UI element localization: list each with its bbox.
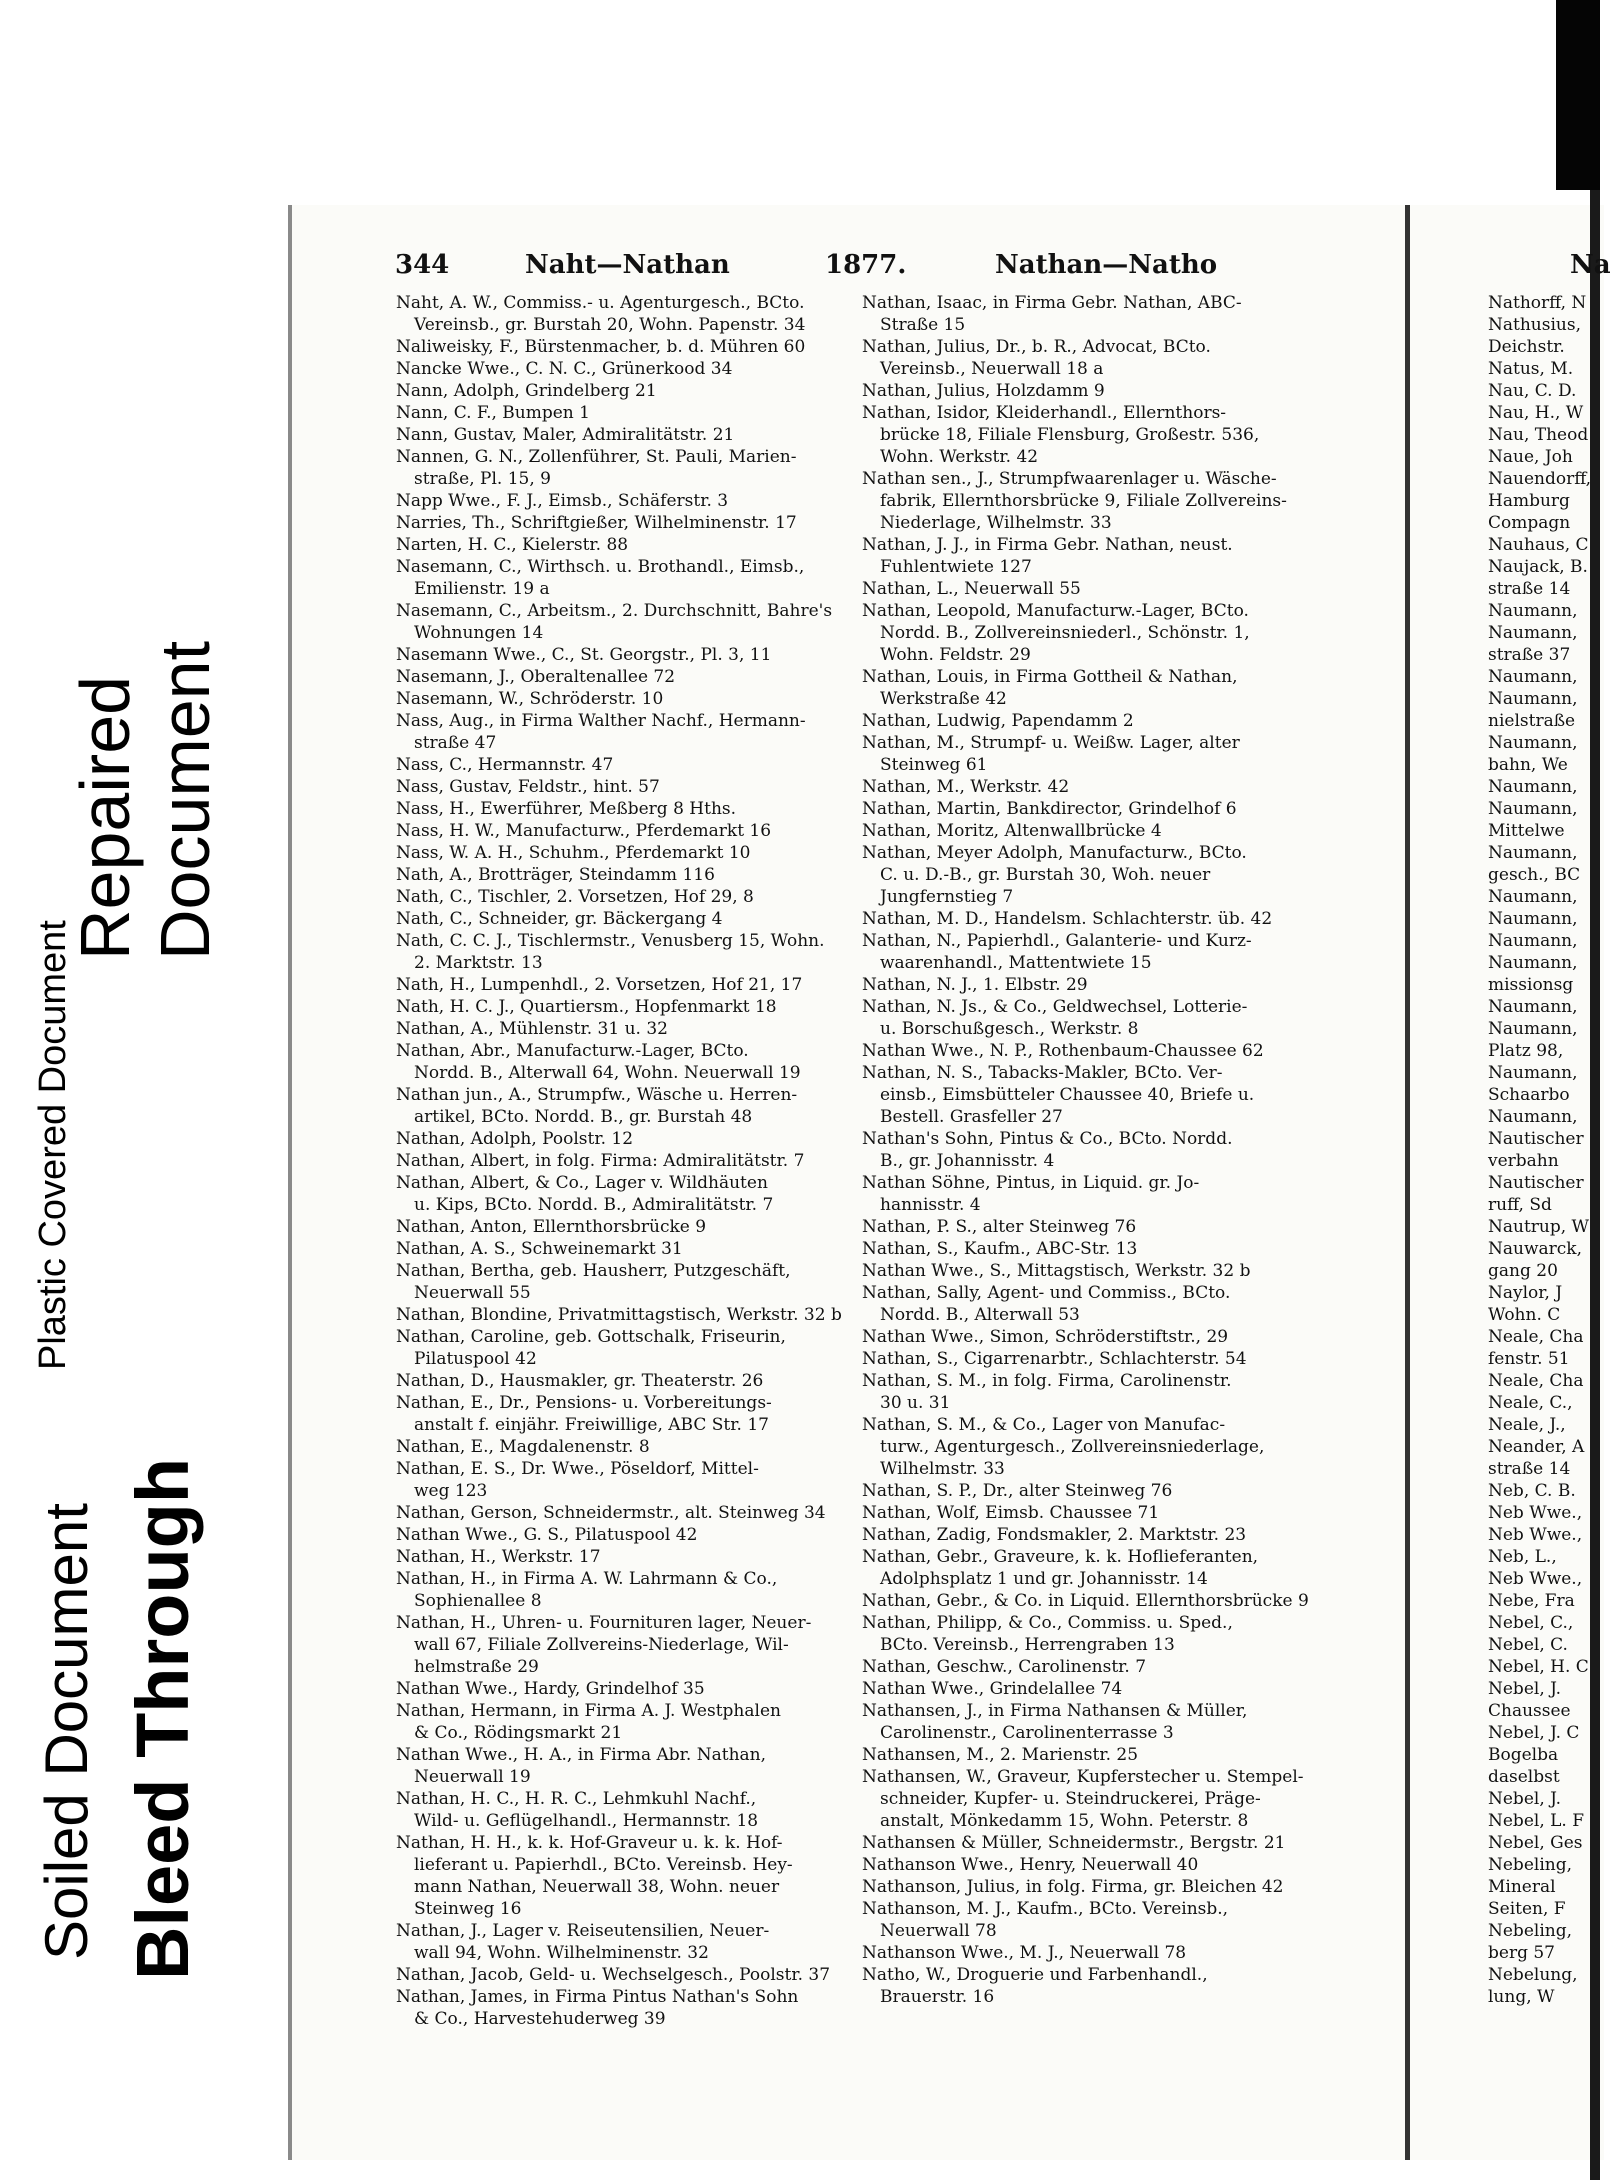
directory-line: 2. Marktstr. 13 [414, 953, 543, 973]
directory-line: Mineral [1488, 1877, 1556, 1897]
directory-line: fenstr. 51 [1488, 1349, 1570, 1369]
directory-line: Nathan, Geschw., Carolinenstr. 7 [862, 1657, 1147, 1677]
running-header [395, 250, 1345, 290]
directory-line: Neander, A [1488, 1437, 1585, 1457]
directory-line: Nathan, Leopold, Manufacturw.-Lager, BCto. [862, 601, 1249, 621]
directory-line: Nathan, D., Hausmakler, gr. Theaterstr. 26 [396, 1371, 764, 1391]
directory-line: Adolphsplatz 1 und gr. Johannisstr. 14 [880, 1569, 1208, 1589]
directory-line: Nebel, J. [1488, 1679, 1562, 1699]
directory-line: Nathanson Wwe., Henry, Neuerwall 40 [862, 1855, 1199, 1875]
directory-line: Schaarbo [1488, 1085, 1570, 1105]
directory-line: Brauerstr. 16 [880, 1987, 995, 2007]
directory-line: Wohn. Feldstr. 29 [880, 645, 1031, 665]
directory-line: Nathan, S. M., & Co., Lager von Manufac- [862, 1415, 1226, 1435]
directory-line: Nathan, Hermann, in Firma A. J. Westphalen [396, 1701, 781, 1721]
directory-line: Nebel, H. C [1488, 1657, 1589, 1677]
directory-line: Narten, H. C., Kielerstr. 88 [396, 535, 629, 555]
directory-line: Naumann, [1488, 733, 1578, 753]
directory-line: Chaussee [1488, 1701, 1571, 1721]
directory-line: anstalt, Mönkedamm 15, Wohn. Peterstr. 8 [880, 1811, 1249, 1831]
directory-line: Nebelung, [1488, 1965, 1578, 1985]
directory-line: Nathan, Philipp, & Co., Commiss. u. Sped., [862, 1613, 1233, 1633]
directory-line: Narries, Th., Schriftgießer, Wilhelminenstr. 17 [396, 513, 797, 533]
directory-line: Naumann, [1488, 843, 1578, 863]
directory-line: Neuerwall 55 [414, 1283, 531, 1303]
directory-line: Nathansen, J., in Firma Nathansen & Müller, [862, 1701, 1248, 1721]
directory-line: Nautrup, W [1488, 1217, 1590, 1237]
directory-line: Nathan Wwe., H. A., in Firma Abr. Nathan, [396, 1745, 767, 1765]
directory-line: bahn, We [1488, 755, 1568, 775]
directory-line: Wohn. Werkstr. 42 [880, 447, 1039, 467]
directory-line: straße 37 [1488, 645, 1571, 665]
directory-line: Bestell. Grasfeller 27 [880, 1107, 1063, 1127]
directory-line: Nau, H., W [1488, 403, 1584, 423]
next-page-column [1488, 292, 1600, 2008]
directory-line: Nann, C. F., Bumpen 1 [396, 403, 590, 423]
directory-line: Straße 15 [880, 315, 966, 335]
directory-line: Nathan, Blondine, Privatmittagstisch, Werkstr. 32 b [396, 1305, 842, 1325]
directory-line: Naue, Joh [1488, 447, 1573, 467]
directory-line: Nebeling, [1488, 1855, 1572, 1875]
directory-line: Werkstraße 42 [880, 689, 1007, 709]
directory-line: Nebel, C., [1488, 1613, 1574, 1633]
directory-line: Nathansen, W., Graveur, Kupferstecher u. Stempel- [862, 1767, 1304, 1787]
directory-line: Platz 98, [1488, 1041, 1564, 1061]
directory-line: Neb Wwe., [1488, 1525, 1583, 1545]
directory-line: lieferant u. Papierhdl., BCto. Vereinsb. Hey- [414, 1855, 793, 1875]
label-repaired-line2: Document [146, 640, 224, 960]
directory-line: Pilatuspool 42 [414, 1349, 537, 1369]
label-bleed-through: Bleed Through [121, 1457, 204, 1980]
directory-line: Nathansen, M., 2. Marienstr. 25 [862, 1745, 1139, 1765]
directory-line: weg 123 [414, 1481, 488, 1501]
directory-line: Nathusius, [1488, 315, 1581, 335]
directory-line: Nebel, C. [1488, 1635, 1568, 1655]
directory-line: Nathan, Isaac, in Firma Gebr. Nathan, ABC- [862, 293, 1242, 313]
directory-line: helmstraße 29 [414, 1657, 539, 1677]
directory-line: Nass, Aug., in Firma Walther Nachf., Hermann- [396, 711, 806, 731]
directory-line: wall 67, Filiale Zollvereins-Niederlage, Wil- [414, 1635, 789, 1655]
directory-line: Sophienallee 8 [414, 1591, 542, 1611]
directory-line: u. Borschußgesch., Werkstr. 8 [880, 1019, 1139, 1039]
directory-line: Naumann, [1488, 689, 1578, 709]
directory-line: Bogelba [1488, 1745, 1559, 1765]
directory-line: Naumann, [1488, 953, 1578, 973]
directory-line: Nathan, Louis, in Firma Gottheil & Nathan, [862, 667, 1238, 687]
directory-line: Natus, M. [1488, 359, 1574, 379]
directory-line: Nath, C. C. J., Tischlermstr., Venusberg 15, Wohn. [396, 931, 825, 951]
directory-line: Nathan Wwe., G. S., Pilatuspool 42 [396, 1525, 698, 1545]
directory-line: Nathan Wwe., N. P., Rothenbaum-Chaussee 62 [862, 1041, 1264, 1061]
directory-line: Deichstr. [1488, 337, 1565, 357]
directory-line: straße 47 [414, 733, 497, 753]
directory-line: Nath, H. C. J., Quartiersm., Hopfenmarkt 18 [396, 997, 777, 1017]
directory-line: Nathan, Bertha, geb. Hausherr, Putzgeschäft, [396, 1261, 791, 1281]
directory-line: Nathan, James, in Firma Pintus Nathan's Sohn [396, 1987, 799, 2007]
label-repaired-line1: Repaired [66, 675, 144, 960]
directory-line: Nasemann, C., Wirthsch. u. Brothandl., Eimsb., [396, 557, 805, 577]
directory-line: Naumann, [1488, 931, 1578, 951]
directory-line: artikel, BCto. Nordd. B., gr. Burstah 48 [414, 1107, 753, 1127]
directory-line: Naumann, [1488, 1019, 1578, 1039]
directory-line: Naumann, [1488, 623, 1578, 643]
directory-line: Nathan, M., Werkstr. 42 [862, 777, 1070, 797]
directory-line: Nasemann, W., Schröderstr. 10 [396, 689, 664, 709]
directory-line: Nass, W. A. H., Schuhm., Pferdemarkt 10 [396, 843, 751, 863]
directory-line: Mittelwe [1488, 821, 1565, 841]
directory-line: Nathan Wwe., S., Mittagstisch, Werkstr. 32 b [862, 1261, 1251, 1281]
directory-line: Naumann, [1488, 1063, 1578, 1083]
directory-line: Nathorff, N [1488, 293, 1587, 313]
directory-line: Vereinsb., Neuerwall 18 a [880, 359, 1104, 379]
directory-line: Nathan, J. J., in Firma Gebr. Nathan, neust. [862, 535, 1233, 555]
directory-line: Nathan, E. S., Dr. Wwe., Pöseldorf, Mittel- [396, 1459, 759, 1479]
directory-line: Naylor, J [1488, 1283, 1563, 1303]
directory-line: Nathan, Martin, Bankdirector, Grindelhof 6 [862, 799, 1237, 819]
directory-line: Nathan, N. J., 1. Elbstr. 29 [862, 975, 1088, 995]
directory-line: Nathan, M., Strumpf- u. Weißw. Lager, alter [862, 733, 1240, 753]
directory-line: Nann, Gustav, Maler, Admiralitätstr. 21 [396, 425, 735, 445]
directory-line: Wohn. C [1488, 1305, 1561, 1325]
directory-line: Nathan, Albert, & Co., Lager v. Wildhäuten [396, 1173, 768, 1193]
directory-line: Nasemann, J., Oberaltenallee 72 [396, 667, 676, 687]
directory-line: nielstraße [1488, 711, 1576, 731]
directory-line: Nathan, A. S., Schweinemarkt 31 [396, 1239, 683, 1259]
directory-line: schneider, Kupfer- u. Steindruckerei, Präge- [880, 1789, 1261, 1809]
directory-line: straße 14 [1488, 1459, 1571, 1479]
right-running-head: Nathan—Natho [995, 250, 1218, 280]
directory-line: Naumann, [1488, 887, 1578, 907]
directory-line: Nath, A., Brotträger, Steindamm 116 [396, 865, 715, 885]
directory-line: Nebel, L. F [1488, 1811, 1585, 1831]
directory-line: Fuhlentwiete 127 [880, 557, 1032, 577]
directory-line: Naumann, [1488, 799, 1578, 819]
directory-line: Nathan's Sohn, Pintus & Co., BCto. Nordd. [862, 1129, 1233, 1149]
directory-line: einsb., Eimsbütteler Chaussee 40, Briefe u. [880, 1085, 1255, 1105]
directory-line: Nathan, Gebr., Graveure, k. k. Hoflieferanten, [862, 1547, 1259, 1567]
directory-line: mann Nathan, Neuerwall 38, Wohn. neuer [414, 1877, 780, 1897]
directory-line: Nasemann, C., Arbeitsm., 2. Durchschnitt, Bahre's [396, 601, 833, 621]
directory-line: Nath, H., Lumpenhdl., 2. Vorsetzen, Hof 21, 17 [396, 975, 803, 995]
page-gutter [1405, 205, 1410, 2160]
directory-line: Nathan, H. H., k. k. Hof-Graveur u. k. k. Hof- [396, 1833, 783, 1853]
directory-line: & Co., Harvestehuderweg 39 [414, 2009, 666, 2029]
directory-line: Nautischer [1488, 1129, 1584, 1149]
directory-line: Steinweg 61 [880, 755, 988, 775]
directory-line: wall 94, Wohn. Wilhelminenstr. 32 [414, 1943, 709, 1963]
directory-line: C. u. D.-B., gr. Burstah 30, Woh. neuer [880, 865, 1211, 885]
left-running-head: Naht—Nathan [525, 250, 730, 280]
scan-edge-bar [1556, 0, 1600, 190]
directory-line: lung, W [1488, 1987, 1555, 2007]
directory-line: Nathan, H., in Firma A. W. Lahrmann & Co., [396, 1569, 778, 1589]
directory-line: Nathan, Isidor, Kleiderhandl., Ellernthors- [862, 403, 1227, 423]
directory-line: Nau, Theod [1488, 425, 1589, 445]
directory-line: BCto. Vereinsb., Herrengraben 13 [880, 1635, 1175, 1655]
directory-line: Naumann, [1488, 997, 1578, 1017]
year: 1877. [825, 250, 907, 280]
directory-line: Nordd. B., Alterwall 53 [880, 1305, 1080, 1325]
directory-line: Nann, Adolph, Grindelberg 21 [396, 381, 657, 401]
directory-line: hannisstr. 4 [880, 1195, 981, 1215]
directory-line: Nathan, S., Cigarrenarbtr., Schlachterstr. 54 [862, 1349, 1247, 1369]
directory-line: Nath, C., Tischler, 2. Vorsetzen, Hof 29, 8 [396, 887, 754, 907]
directory-line: Nathan, Adolph, Poolstr. 12 [396, 1129, 634, 1149]
directory-line: Nathanson, M. J., Kaufm., BCto. Vereinsb., [862, 1899, 1229, 1919]
directory-line: Nathan, J., Lager v. Reiseutensilien, Neuer- [396, 1921, 770, 1941]
directory-line: Nannen, G. N., Zollenführer, St. Pauli, Marien- [396, 447, 797, 467]
directory-line: gang 20 [1488, 1261, 1558, 1281]
directory-line: Nauhaus, C [1488, 535, 1589, 555]
directory-line: Nathan, N., Papierhdl., Galanterie- und Kurz- [862, 931, 1252, 951]
directory-line: Nathan, H., Uhren- u. Fournituren lager, Neuer- [396, 1613, 812, 1633]
directory-line: missionsg [1488, 975, 1574, 995]
directory-line: Nordd. B., Alterwall 64, Wohn. Neuerwall 19 [414, 1063, 801, 1083]
directory-line: Nathan, L., Neuerwall 55 [862, 579, 1081, 599]
directory-line: Nauwarck, [1488, 1239, 1582, 1259]
directory-line: Nathan, Moritz, Altenwallbrücke 4 [862, 821, 1162, 841]
next-page-head: Na [1570, 250, 1611, 280]
directory-line: straße, Pl. 15, 9 [414, 469, 551, 489]
directory-line: Nathan, Gebr., & Co. in Liquid. Ellernthorsbrücke 9 [862, 1591, 1309, 1611]
directory-line: Nathan, Sally, Agent- und Commiss., BCto. [862, 1283, 1231, 1303]
directory-line: Nathan, S., Kaufm., ABC-Str. 13 [862, 1239, 1138, 1259]
directory-line: Nau, C. D. [1488, 381, 1577, 401]
directory-line: Nebel, Ges [1488, 1833, 1583, 1853]
directory-line: Naumann, [1488, 777, 1578, 797]
directory-line: Neuerwall 19 [414, 1767, 531, 1787]
directory-line: Nathan, H., Werkstr. 17 [396, 1547, 601, 1567]
directory-line: B., gr. Johannisstr. 4 [880, 1151, 1055, 1171]
directory-line: waarenhandl., Mattentwiete 15 [880, 953, 1152, 973]
directory-line: Nathan Wwe., Simon, Schröderstiftstr., 29 [862, 1327, 1229, 1347]
directory-line: Nathan, Abr., Manufacturw.-Lager, BCto. [396, 1041, 749, 1061]
directory-line: Naht, A. W., Commiss.- u. Agenturgesch., BCto. [396, 293, 805, 313]
directory-line: Nathan, Caroline, geb. Gottschalk, Friseurin, [396, 1327, 786, 1347]
directory-line: Naumann, [1488, 1107, 1578, 1127]
right-column [862, 292, 1332, 2008]
directory-line: Nass, C., Hermannstr. 47 [396, 755, 614, 775]
directory-line: & Co., Rödingsmarkt 21 [414, 1723, 623, 1743]
directory-line: Naumann, [1488, 601, 1578, 621]
directory-line: Neale, C., [1488, 1393, 1573, 1413]
directory-line: Nathan, Wolf, Eimsb. Chaussee 71 [862, 1503, 1160, 1523]
directory-line: Nathanson Wwe., M. J., Neuerwall 78 [862, 1943, 1187, 1963]
directory-line: Neb Wwe., [1488, 1503, 1583, 1523]
directory-line: Wild- u. Geflügelhandl., Hermannstr. 18 [414, 1811, 759, 1831]
directory-line: Wilhelmstr. 33 [880, 1459, 1005, 1479]
directory-line: Nordd. B., Zollvereinsniederl., Schönstr. 1, [880, 623, 1250, 643]
directory-line: Nebel, J. [1488, 1789, 1562, 1809]
directory-line: u. Kips, BCto. Nordd. B., Admiralitätstr. 7 [414, 1195, 774, 1215]
directory-line: Naumann, [1488, 667, 1578, 687]
directory-line: Nathan, Julius, Dr., b. R., Advocat, BCto. [862, 337, 1211, 357]
directory-line: Nathan, A., Mühlenstr. 31 u. 32 [396, 1019, 668, 1039]
directory-line: Nathan Wwe., Grindelallee 74 [862, 1679, 1123, 1699]
directory-line: Nathan, E., Dr., Pensions- u. Vorbereitungs- [396, 1393, 772, 1413]
directory-line: Nebeling, [1488, 1921, 1572, 1941]
directory-line: daselbst [1488, 1767, 1560, 1787]
directory-line: Neb, L., [1488, 1547, 1557, 1567]
directory-line: Naujack, B. [1488, 557, 1588, 577]
directory-line: Nathan, N. S., Tabacks-Makler, BCto. Ver- [862, 1063, 1223, 1083]
directory-line: Nathan sen., J., Strumpfwaarenlager u. Wäsche- [862, 469, 1277, 489]
directory-line: turw., Agenturgesch., Zollvereinsniederlage, [880, 1437, 1265, 1457]
directory-line: Neale, Cha [1488, 1327, 1584, 1347]
directory-line: Nathan, Meyer Adolph, Manufacturw., BCto. [862, 843, 1247, 863]
directory-line: Nass, H., Ewerführer, Meßberg 8 Hths. [396, 799, 737, 819]
directory-line: Nath, C., Schneider, gr. Bäckergang 4 [396, 909, 723, 929]
directory-line: Neb Wwe., [1488, 1569, 1583, 1589]
directory-line: fabrik, Ellernthorsbrücke 9, Filiale Zollvereins- [880, 491, 1287, 511]
directory-line: Nathanson, Julius, in folg. Firma, gr. Bleichen 42 [862, 1877, 1284, 1897]
directory-line: Neb, C. B. [1488, 1481, 1576, 1501]
directory-line: Nathan, Jacob, Geld- u. Wechselgesch., Poolstr. 37 [396, 1965, 831, 1985]
directory-line: Nass, H. W., Manufacturw., Pferdemarkt 16 [396, 821, 772, 841]
directory-line: Nathan, S. M., in folg. Firma, Carolinenstr. [862, 1371, 1232, 1391]
directory-line: Hamburg [1488, 491, 1570, 511]
directory-line: gesch., BC [1488, 865, 1581, 885]
directory-line: Nathan, M. D., Handelsm. Schlachterstr. üb. 42 [862, 909, 1273, 929]
directory-line: Nasemann Wwe., C., St. Georgstr., Pl. 3, 11 [396, 645, 772, 665]
directory-line: Nathan, S. P., Dr., alter Steinweg 76 [862, 1481, 1173, 1501]
directory-line: Nancke Wwe., C. N. C., Grünerkood 34 [396, 359, 733, 379]
directory-line: Neuerwall 78 [880, 1921, 997, 1941]
directory-line: Naliweisky, F., Bürstenmacher, b. d. Mühren 60 [396, 337, 806, 357]
directory-line: Nathan, Julius, Holzdamm 9 [862, 381, 1105, 401]
directory-line: straße 14 [1488, 579, 1571, 599]
directory-line: Wohnungen 14 [414, 623, 544, 643]
directory-line: Napp Wwe., F. J., Eimsb., Schäferstr. 3 [396, 491, 729, 511]
directory-line: Naumann, [1488, 909, 1578, 929]
directory-line: Vereinsb., gr. Burstah 20, Wohn. Papenstr. 34 [414, 315, 806, 335]
directory-line: Nathan, H. C., H. R. C., Lehmkuhl Nachf., [396, 1789, 757, 1809]
directory-line: Nass, Gustav, Feldstr., hint. 57 [396, 777, 660, 797]
directory-line: Nathansen & Müller, Schneidermstr., Bergstr. 21 [862, 1833, 1286, 1853]
directory-line: Steinweg 16 [414, 1899, 522, 1919]
directory-line: Nathan, Albert, in folg. Firma: Admiralitätstr. 7 [396, 1151, 805, 1171]
directory-line: Nathan Söhne, Pintus, in Liquid. gr. Jo- [862, 1173, 1200, 1193]
overlay-labels [0, 380, 250, 2020]
directory-line: Niederlage, Wilhelmstr. 33 [880, 513, 1112, 533]
directory-line: Nathan, N. Js., & Co., Geldwechsel, Lotterie- [862, 997, 1248, 1017]
directory-line: Nathan, Gerson, Schneidermstr., alt. Steinweg 34 [396, 1503, 826, 1523]
directory-line: Neale, Cha [1488, 1371, 1584, 1391]
directory-line: Nathan, P. S., alter Steinweg 76 [862, 1217, 1137, 1237]
directory-line: Neale, J., [1488, 1415, 1566, 1435]
directory-line: Nebe, Fra [1488, 1591, 1575, 1611]
directory-line: Jungfernstieg 7 [880, 887, 1014, 907]
directory-line: Nathan, Zadig, Fondsmakler, 2. Marktstr. 23 [862, 1525, 1247, 1545]
directory-line: Nathan, Anton, Ellernthorsbrücke 9 [396, 1217, 707, 1237]
directory-line: 30 u. 31 [880, 1393, 951, 1413]
directory-line: Emilienstr. 19 a [414, 579, 550, 599]
directory-line: ruff, Sd [1488, 1195, 1552, 1215]
page-number: 344 [395, 250, 450, 280]
directory-line: anstalt f. einjähr. Freiwillige, ABC Str. 17 [414, 1415, 769, 1435]
directory-line: Carolinenstr., Carolinenterrasse 3 [880, 1723, 1174, 1743]
directory-line: Nathan, E., Magdalenenstr. 8 [396, 1437, 650, 1457]
directory-line: Nathan, Ludwig, Papendamm 2 [862, 711, 1134, 731]
directory-line: Nathan Wwe., Hardy, Grindelhof 35 [396, 1679, 705, 1699]
directory-line: Nebel, J. C [1488, 1723, 1580, 1743]
label-plastic-covered: Plastic Covered Document [32, 920, 74, 1370]
directory-line: Compagn [1488, 513, 1571, 533]
directory-line: brücke 18, Filiale Flensburg, Großestr. 536, [880, 425, 1260, 445]
directory-line: Natho, W., Droguerie und Farbenhandl., [862, 1965, 1208, 1985]
directory-line: Nathan jun., A., Strumpfw., Wäsche u. Herren- [396, 1085, 798, 1105]
label-soiled: Soiled Document [33, 1503, 100, 1960]
directory-line: Nauendorff, [1488, 469, 1592, 489]
left-column [396, 292, 860, 2030]
directory-line: Seiten, F [1488, 1899, 1566, 1919]
directory-line: berg 57 [1488, 1943, 1555, 1963]
directory-line: verbahn [1488, 1151, 1559, 1171]
directory-line: Nautischer [1488, 1173, 1584, 1193]
